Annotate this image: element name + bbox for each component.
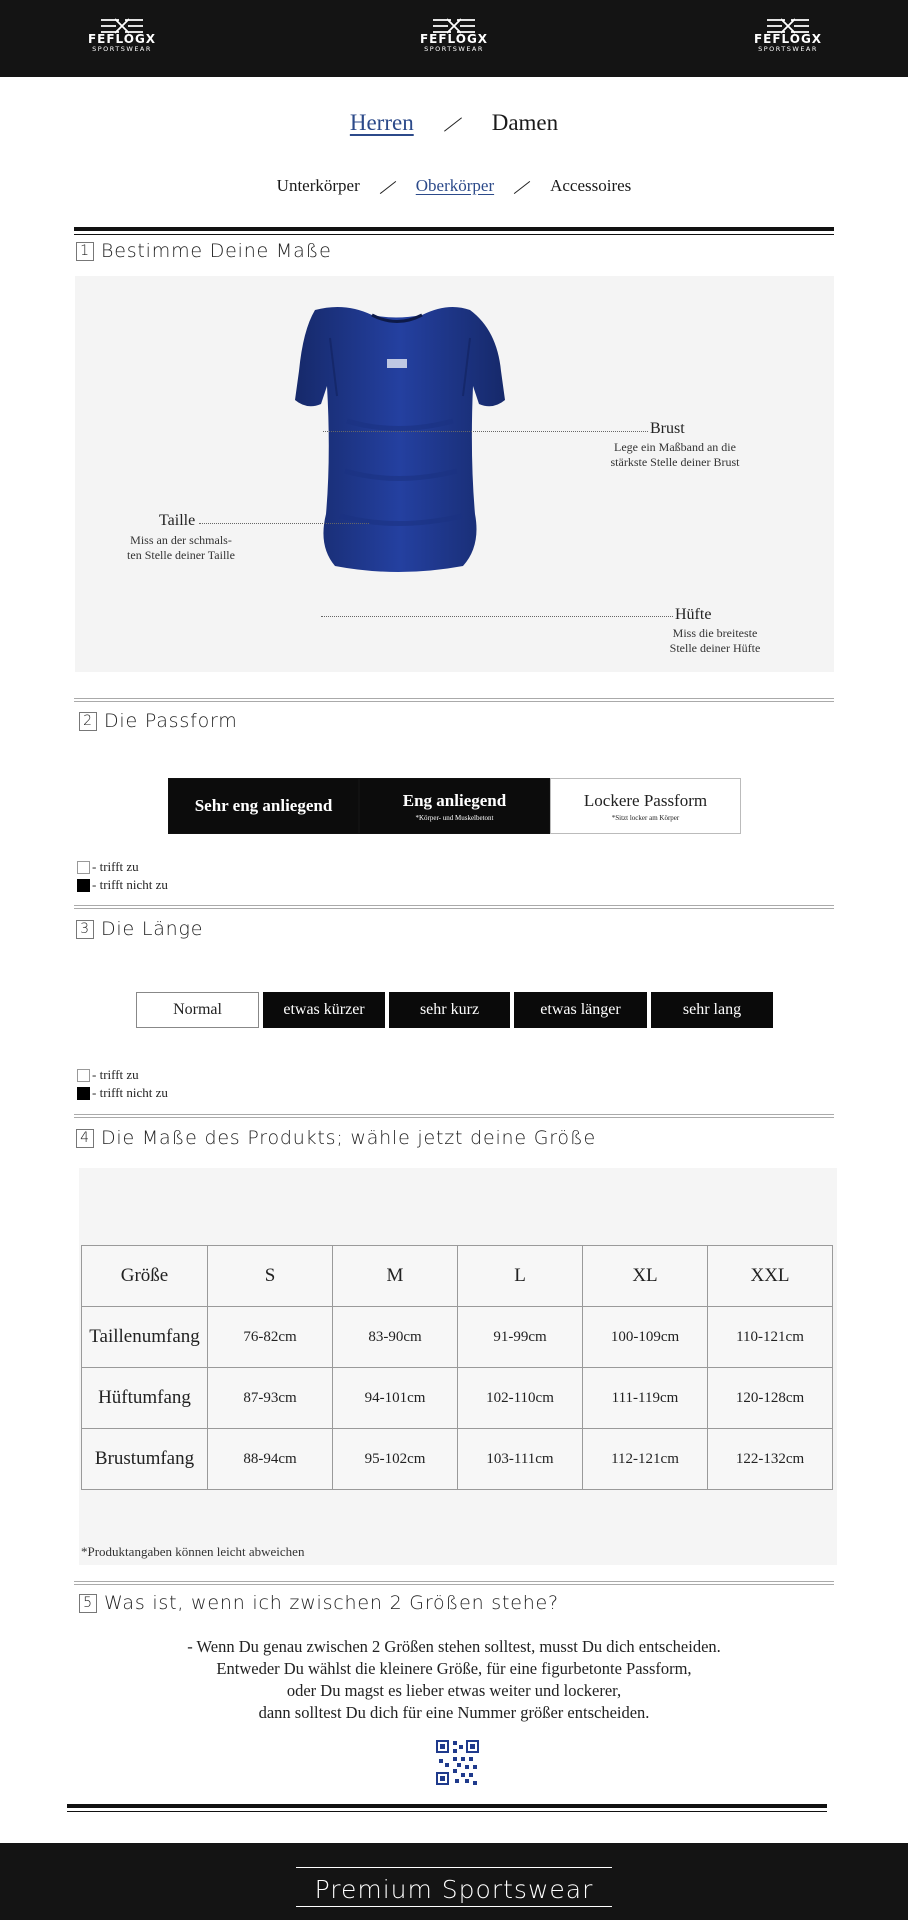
category-nav — [0, 176, 908, 196]
length-option-etwas-laenger[interactable]: etwas länger — [514, 992, 647, 1028]
measurement-figure — [75, 276, 834, 672]
section-title-text: Bestimme Deine Maße — [101, 240, 332, 262]
section-4-title — [76, 1127, 596, 1149]
legend-empty-box-icon — [77, 861, 90, 874]
table-cell: 88-94cm — [208, 1429, 333, 1490]
row-label: Taillenumfang — [82, 1307, 208, 1368]
legend-filled-box-icon — [77, 1087, 90, 1100]
section-number: 4 — [76, 1129, 94, 1148]
nav-separator — [380, 181, 396, 194]
table-cell: 120-128cm — [708, 1368, 833, 1429]
table-cell: 83-90cm — [333, 1307, 458, 1368]
row-label: Hüftumfang — [82, 1368, 208, 1429]
table-row — [82, 1429, 833, 1490]
gender-nav — [0, 110, 908, 136]
section-number: 3 — [76, 920, 94, 939]
section-title-text: Was ist, wenn ich zwischen 2 Größen stehe? — [104, 1592, 559, 1614]
brand-logo[interactable] — [406, 18, 502, 58]
table-cell: 76-82cm — [208, 1307, 333, 1368]
section-divider — [74, 905, 834, 909]
logo-sub-text: SPORTSWEAR — [424, 45, 484, 53]
huefte-guide-line — [321, 616, 673, 617]
fit-legend: - trifft zu - trifft nicht zu — [77, 858, 168, 894]
table-cell: 112-121cm — [583, 1429, 708, 1490]
footer-bar — [0, 1843, 908, 1920]
table-header-cell: Größe — [82, 1246, 208, 1307]
section-2-title — [79, 710, 238, 732]
size-advice-text: - Wenn Du genau zwischen 2 Größen stehen solltest, musst Du dich entscheiden. Entweder Du wählst die kleinere Größe, für eine figurbetonte Passform, oder Du magst es lieber etwas weiter und lockerer, dann solltest Du dich für eine Nummer größer entscheiden. — [187, 1637, 721, 1722]
section-5-title — [79, 1592, 559, 1614]
length-option-etwas-kuerzer[interactable]: etwas kürzer — [263, 992, 385, 1028]
row-label: Brustumfang — [82, 1429, 208, 1490]
section-number: 1 — [76, 242, 94, 261]
brust-guide-line — [323, 431, 648, 432]
table-row — [82, 1368, 833, 1429]
fit-option-sehr-eng[interactable]: Sehr eng anliegend — [168, 778, 359, 834]
brand-logo[interactable] — [740, 18, 836, 58]
length-option-sehr-lang[interactable]: sehr lang — [651, 992, 773, 1028]
legend-filled-box-icon — [77, 879, 90, 892]
nav-damen-link[interactable]: Damen — [491, 110, 559, 135]
table-header-cell: L — [458, 1246, 583, 1307]
brust-label: Brust — [650, 420, 685, 437]
size-table — [81, 1245, 833, 1490]
table-cell: 100-109cm — [583, 1307, 708, 1368]
legend-empty-box-icon — [77, 1069, 90, 1082]
section-divider — [74, 698, 834, 702]
taille-label: Taille — [159, 512, 196, 529]
table-cell: 91-99cm — [458, 1307, 583, 1368]
header-bar — [0, 0, 908, 77]
table-cell: 102-110cm — [458, 1368, 583, 1429]
fit-option-locker[interactable]: Lockere Passform *Sitzt locker am Körper — [550, 778, 741, 834]
qr-code-icon[interactable] — [435, 1739, 480, 1786]
fit-option-eng[interactable]: Eng anliegend *Körper- und Muskelbetont — [359, 778, 550, 834]
logo-brand-text: FEFLOGX — [419, 32, 489, 46]
taille-guide-line — [199, 523, 369, 524]
table-cell: 95-102cm — [333, 1429, 458, 1490]
table-header-cell: S — [208, 1246, 333, 1307]
section-3-title — [76, 918, 203, 940]
section-number: 2 — [79, 712, 97, 731]
table-cell: 94-101cm — [333, 1368, 458, 1429]
section-title-text: Die Passform — [104, 710, 238, 732]
table-cell: 111-119cm — [583, 1368, 708, 1429]
length-legend: - trifft zu - trifft nicht zu — [77, 1066, 168, 1102]
nav-separator — [514, 181, 530, 194]
section-title-text: Die Länge — [101, 918, 204, 940]
section-title-text: Die Maße des Produkts; wähle jetzt deine Größe — [101, 1127, 596, 1149]
nav-herren-link[interactable]: Herren — [349, 110, 414, 135]
table-cell: 87-93cm — [208, 1368, 333, 1429]
table-header-row — [82, 1246, 833, 1307]
section-divider — [67, 1804, 827, 1812]
section-number: 5 — [79, 1594, 97, 1613]
footer-tagline: Premium Sportswear — [314, 1875, 594, 1904]
table-cell: 110-121cm — [708, 1307, 833, 1368]
footer-line — [296, 1906, 612, 1907]
length-options — [136, 992, 777, 1028]
table-row — [82, 1307, 833, 1368]
section-divider — [74, 1581, 834, 1585]
nav-separator — [444, 118, 462, 132]
logo-brand-text: FEFLOGX — [87, 32, 157, 46]
section-divider — [74, 227, 834, 235]
logo-brand-text: FEFLOGX — [753, 32, 823, 46]
brust-description: Lege ein Maßband an die stärkste Stelle deiner Brust — [610, 440, 740, 469]
table-header-cell: XL — [583, 1246, 708, 1307]
product-note: *Produktangaben können leicht abweichen — [81, 1544, 305, 1559]
huefte-label: Hüfte — [675, 606, 712, 623]
table-header-cell: M — [333, 1246, 458, 1307]
footer-line — [296, 1867, 612, 1868]
table-cell: 122-132cm — [708, 1429, 833, 1490]
taille-description: Miss an der schmals- ten Stelle deiner Taille — [127, 533, 235, 562]
huefte-description: Miss die breiteste Stelle deiner Hüfte — [669, 626, 761, 655]
table-cell: 103-111cm — [458, 1429, 583, 1490]
nav-accessoires-link[interactable]: Accessoires — [550, 176, 632, 195]
size-chart — [79, 1168, 837, 1565]
nav-unterkoerper-link[interactable]: Unterkörper — [276, 176, 360, 195]
logo-sub-text: SPORTSWEAR — [758, 45, 818, 53]
tshirt-illustration — [75, 276, 834, 672]
section-1-title — [76, 240, 332, 262]
section-divider — [74, 1114, 834, 1118]
brand-logo[interactable] — [74, 18, 170, 58]
nav-oberkoerper-link[interactable]: Oberkörper — [415, 176, 495, 195]
length-option-normal[interactable]: Normal — [136, 992, 259, 1028]
fit-options — [168, 778, 741, 834]
length-option-sehr-kurz[interactable]: sehr kurz — [389, 992, 510, 1028]
table-header-cell: XXL — [708, 1246, 833, 1307]
logo-sub-text: SPORTSWEAR — [92, 45, 152, 53]
